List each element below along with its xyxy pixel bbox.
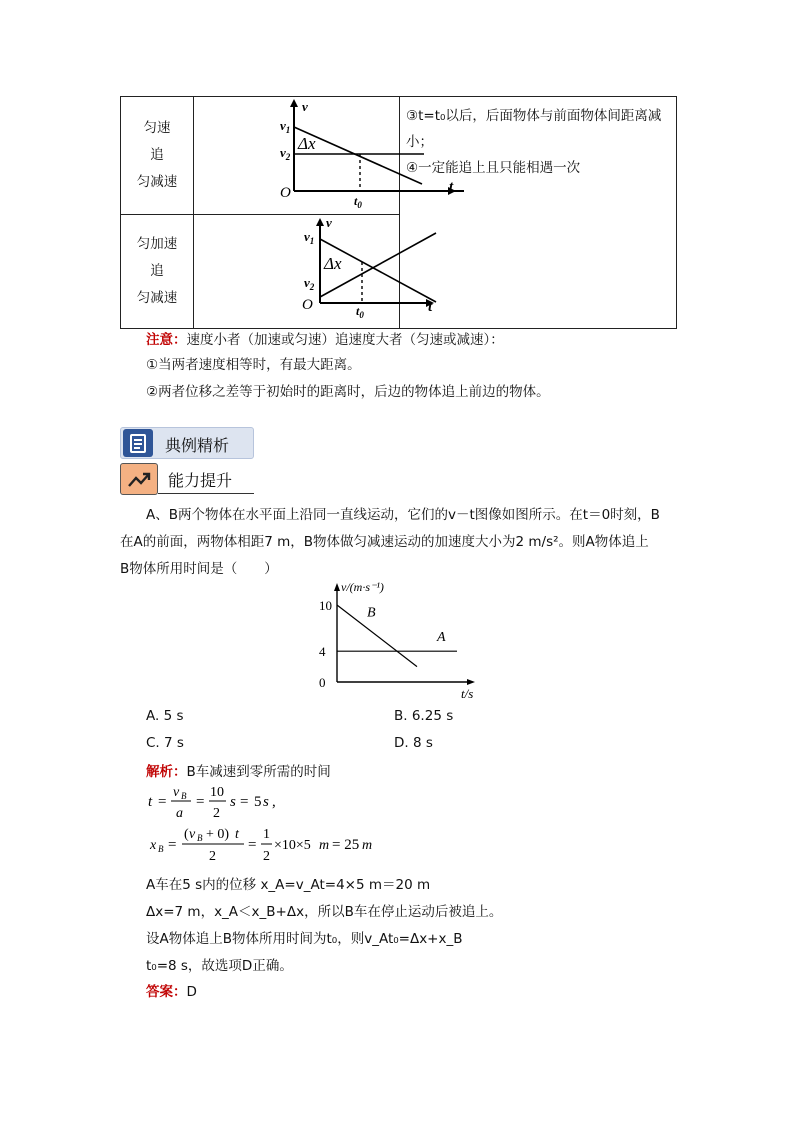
svg-text:v: v bbox=[173, 785, 180, 800]
svg-text:Δx: Δx bbox=[324, 254, 342, 273]
svg-text:10: 10 bbox=[210, 785, 224, 800]
svg-text:v2: $v_2$ bbox=[280, 145, 291, 162]
row2-graph bbox=[194, 215, 433, 329]
option-b: B. 6.25 s bbox=[394, 708, 454, 724]
document-icon bbox=[123, 429, 153, 457]
svg-text:=: = bbox=[248, 837, 257, 853]
svg-text:v2: $v_2$ bbox=[304, 275, 315, 292]
svg-text:=: = bbox=[240, 794, 249, 810]
option-d: D. 8 s bbox=[394, 735, 433, 751]
y-axis-label: v/(m·s⁻¹) bbox=[341, 580, 384, 594]
svg-text:v: v bbox=[326, 215, 332, 230]
svg-text:=: = bbox=[168, 837, 177, 853]
question-line-2: 在A的前面，两物体相距7 m，B物体做匀减速运动的加速度大小为2 m/s²。则A物体追上 bbox=[120, 534, 649, 550]
equation-1 bbox=[146, 780, 316, 822]
svg-text:t0: $t_0$ bbox=[354, 194, 362, 210]
svg-text:B: B bbox=[197, 833, 203, 843]
solution-line-4: Δx=7 m，x_A＜x_B+Δx，所以B车在停止运动后被追上。 bbox=[146, 904, 503, 920]
svg-text:x: x bbox=[150, 838, 157, 853]
solution-line-3: A车在5 s内的位移 x_A=v_At=4×5 m＝20 m bbox=[146, 877, 431, 893]
svg-text:t0: $t_0$ bbox=[356, 304, 364, 320]
y-tick-label: 0 bbox=[319, 675, 326, 690]
series-label-A: A bbox=[437, 630, 446, 646]
series-line-B bbox=[337, 605, 417, 667]
solution-line-5: 设A物体追上B物体所用时间为t₀，则v_At₀=Δx+x_B bbox=[146, 931, 463, 947]
svg-text:s: s bbox=[263, 794, 269, 810]
svg-text:B: B bbox=[158, 844, 164, 854]
note-3: ③t=t₀以后，后面物体与前面物体间距离减小； bbox=[406, 108, 662, 150]
svg-text:5: 5 bbox=[254, 794, 262, 810]
svg-text:v: v bbox=[302, 99, 308, 114]
attention-point-1: ①当两者速度相等时，有最大距离。 bbox=[146, 357, 361, 373]
series-label-B: B bbox=[367, 605, 376, 621]
svg-text:1: 1 bbox=[263, 827, 270, 842]
y-tick-label: 4 bbox=[319, 644, 326, 660]
note-4: ④一定能追上且只能相遇一次 bbox=[406, 160, 581, 176]
svg-text:v: v bbox=[189, 827, 196, 842]
x-axis-arrow bbox=[467, 679, 475, 685]
svg-text:=: = bbox=[158, 794, 167, 810]
x-axis-label: t/s bbox=[461, 686, 474, 701]
svg-text:a: a bbox=[176, 806, 183, 821]
svg-text:t: t bbox=[235, 827, 239, 842]
answer-line: 答案：D bbox=[146, 984, 197, 1000]
solution-line-6: t₀=8 s，故选项D正确。 bbox=[146, 958, 293, 974]
trend-up-icon bbox=[120, 463, 158, 495]
svg-text:B: B bbox=[181, 791, 187, 801]
y-tick-label: 10 bbox=[319, 598, 332, 613]
uniform-vs-decel-graph bbox=[194, 97, 454, 210]
comparison-table bbox=[120, 96, 677, 329]
svg-text:m: m bbox=[362, 838, 373, 853]
example-title: 典例精析 bbox=[165, 436, 230, 455]
svg-text:m: m bbox=[319, 838, 330, 853]
svg-text:O: O bbox=[280, 185, 291, 201]
svg-text:2: 2 bbox=[213, 806, 220, 821]
svg-text:= 25: = 25 bbox=[332, 837, 360, 853]
row1-label: 匀速 追 匀减速 bbox=[121, 97, 194, 215]
svg-text:t: t bbox=[449, 179, 454, 195]
equation-2 bbox=[146, 823, 386, 865]
svg-text:=: = bbox=[196, 794, 205, 810]
accel-vs-decel-graph bbox=[194, 215, 433, 324]
notes-cell bbox=[400, 97, 677, 329]
svg-text:v1: $v_1$ bbox=[304, 229, 315, 246]
svg-text:t: t bbox=[428, 299, 433, 315]
option-c: C. 7 s bbox=[146, 735, 184, 751]
y-axis-arrow bbox=[334, 583, 340, 591]
svg-text:×10×5: ×10×5 bbox=[274, 838, 311, 853]
question-line-3: B物体所用时间是（ ） bbox=[120, 561, 278, 577]
row1-graph bbox=[194, 97, 454, 215]
svg-text:v1: $v_1$ bbox=[280, 118, 291, 135]
svg-text:,: , bbox=[272, 794, 276, 810]
svg-text:+ 0): + 0) bbox=[206, 827, 230, 842]
svg-text:2: 2 bbox=[209, 849, 216, 864]
svg-text:2: 2 bbox=[263, 849, 270, 864]
svg-text:s: s bbox=[230, 794, 236, 810]
svg-text:(: ( bbox=[184, 827, 189, 842]
ability-underline bbox=[158, 493, 254, 494]
vt-chart bbox=[310, 575, 490, 700]
question-line-1: A、B两个物体在水平面上沿同一直线运动，它们的v－t图像如图所示。在t＝0时刻，B bbox=[146, 507, 660, 523]
svg-text:O: O bbox=[302, 297, 313, 313]
solution-intro: 解析：B车减速到零所需的时间 bbox=[146, 764, 331, 780]
attention-point-2: ②两者位移之差等于初始时的距离时，后边的物体追上前边的物体。 bbox=[146, 384, 550, 400]
svg-text:t: t bbox=[148, 794, 153, 810]
option-a: A. 5 s bbox=[146, 708, 184, 724]
row2-label: 匀加速 追 匀减速 bbox=[121, 215, 194, 329]
example-banner bbox=[120, 427, 254, 459]
attention-line: 注意：速度小者（加速或匀速）追速度大者（匀速或减速）： bbox=[146, 332, 504, 348]
svg-text:Δx: Δx bbox=[298, 134, 316, 153]
ability-title: 能力提升 bbox=[168, 471, 233, 490]
